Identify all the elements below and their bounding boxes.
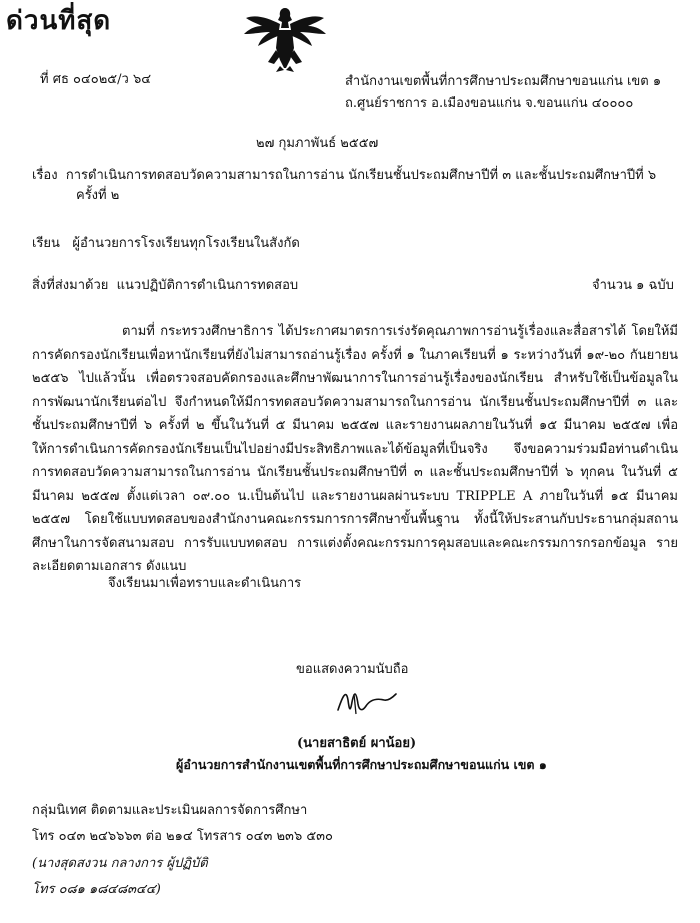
document-date: ๒๗ กุมภาพันธ์ ๒๕๕๗: [256, 136, 379, 151]
urgency-stamp: ด่วนที่สุด: [6, 6, 112, 36]
closing-line: จึงเรียนมาเพื่อทราบและดำเนินการ: [108, 576, 302, 591]
recipient-text: ผู้อำนวยการโรงเรียนทุกโรงเรียนในสังกัด: [72, 236, 300, 251]
office-address: ถ.ศูนย์ราชการ อ.เมืองขอนแก่น จ.ขอนแก่น ๔๐๐๐๐: [345, 96, 634, 111]
subject-label: เรื่อง: [32, 168, 58, 183]
department-line: กลุ่มนิเทศ ติดตามและประเมินผลการจัดการศึกษา: [32, 803, 308, 818]
subject-text: การดำเนินการทดสอบวัดความสามารถในการอ่าน นักเรียนชั้นประถมศึกษาปีที่ ๓ และชั้นประถมศึกษาปีที่ ๖: [65, 168, 657, 183]
enclosure-line: [32, 276, 298, 296]
subject-continuation: ครั้งที่ ๒: [76, 188, 120, 203]
document-number: ที่ ศธ ๐๔๐๒๕/ว ๖๔: [40, 72, 152, 87]
enclosure-count: จำนวน ๑ ฉบับ: [592, 278, 674, 293]
phone-line: โทร ๐๔๓ ๒๔๖๖๖๓ ต่อ ๒๑๔ โทรสาร ๐๔๓ ๒๓๖ ๕๓๐: [32, 829, 333, 844]
handwritten-signature: [332, 680, 402, 720]
signer-position: ผู้อำนวยการสำนักงานเขตพื้นที่การศึกษาประถมศึกษาขอนแก่น เขต ๑: [176, 757, 547, 772]
contact-phone: โทร ๐๘๑ ๑๘๔๘๓๔๔): [32, 882, 161, 897]
garuda-emblem-icon: [240, 4, 330, 74]
office-name: สำนักงานเขตพื้นที่การศึกษาประถมศึกษาขอนแก่น เขต ๑: [345, 74, 662, 89]
recipient-label: เรียน: [32, 236, 60, 251]
enclosure-label: สิ่งที่ส่งมาด้วย: [32, 278, 109, 293]
contact-person: (นางสุดสงวน กลางการ ผู้ปฏิบัติ: [32, 856, 208, 871]
signer-name: (นายสาธิตย์ ผาน้อย): [297, 736, 417, 751]
recipient-line: [32, 234, 300, 254]
subject-line: [32, 166, 656, 186]
regards-line: ขอแสดงความนับถือ: [296, 662, 409, 677]
body-paragraph: ตามที่ กระทรวงศึกษาธิการ ได้ประกาศมาตรการเร่งรัดคุณภาพการอ่านรู้เรื่องและสื่อสารได้ โดยให้มีการคัดกรองนักเรียนเพื่อหานักเรียนที่ยังไม่สามารถอ่านรู้เรื่อง ครั้งที่ ๑ ในภาคเรียนที่ ๑ ระหว่างวันที่ ๑๙-๒๐ กันยายน ๒๕๕๖ ไปแล้วนั้น เพื่อตรวจสอบคัดกรองและศึกษาพัฒนาการในการอ่านรู้เรื่องของนักเรียน สำหรับใช้เป็นข้อมูลในการพัฒนานักเรียนต่อไป จึงกำหนดให้มีการทดสอบวัดความสามารถในการอ่าน นักเรียนชั้นประถมศึกษาปีที่ ๓ และชั้นประถมศึกษาปีที่ ๖ ครั้งที่ ๒ ขึ้นในวันที่ ๕ มีนาคม ๒๕๕๗ และรายงานผลภายในวันที่ ๑๕ มีนาคม ๒๕๕๗ เพื่อให้การดำเนินการคัดกรองนักเรียนเป็นไปอย่างมีประสิทธิภาพและได้ข้อมูลที่เป็นจริง จึงขอความร่วมมือท่านดำเนินการทดสอบวัดความสามารถในการอ่าน นักเรียนชั้นประถมศึกษาปีที่ ๓ และชั้นประถมศึกษาปีที่ ๖ ทุกคน ในวันที่ ๕ มีนาคม ๒๕๕๗ ตั้งแต่เวลา ๐๙.๐๐ น.เป็นต้นไป และรายงานผลผ่านระบบ TRIPPLE A ภายในวันที่ ๑๕ มีนาคม ๒๕๕๗ โดยใช้แบบทดสอบของสำนักงานคณะกรรมการการศึกษาขั้นพื้นฐาน ทั้งนี้ให้ประสานกับประธานกลุ่มสถานศึกษาในการจัดสนามสอบ การรับแบบทดสอบ การแต่งตั้งคณะกรรมการคุมสอบและคณะกรรมการกรอกข้อมูล รายละเอียดตามเอกสาร ดังแนบ: [32, 324, 678, 574]
enclosure-text: แนวปฏิบัติการดำเนินการทดสอบ: [116, 278, 299, 293]
